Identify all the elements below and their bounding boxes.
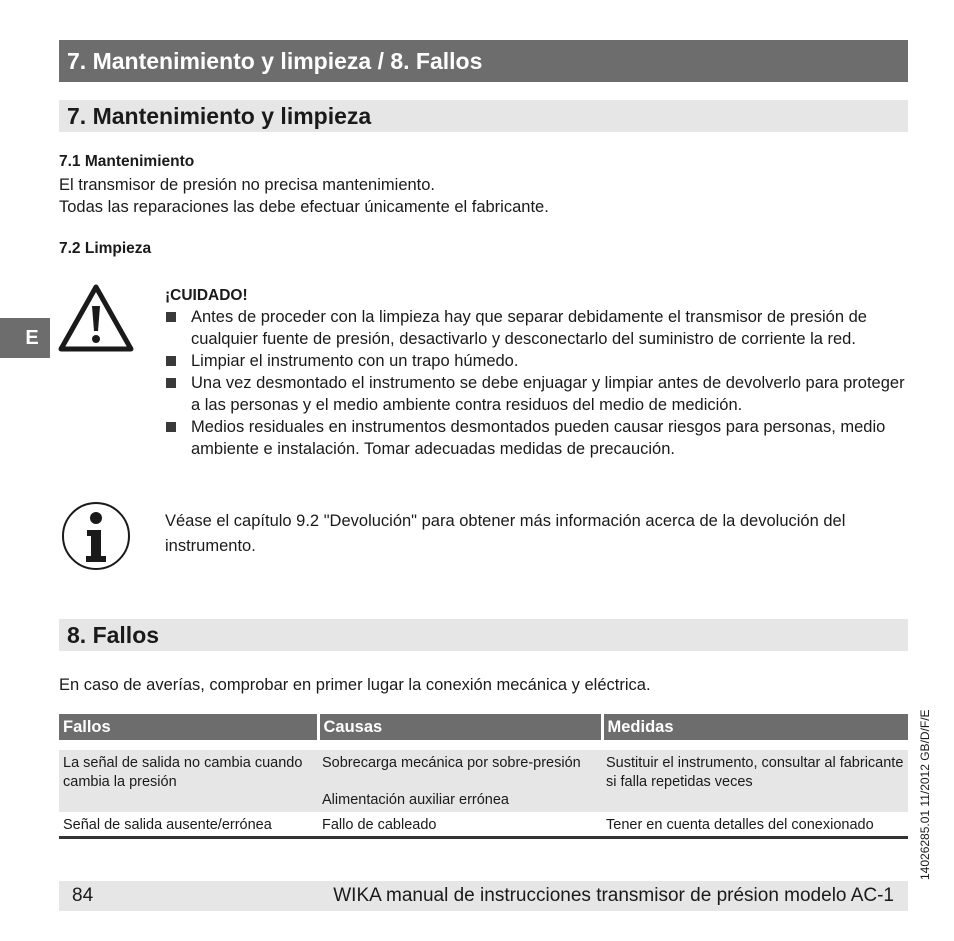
column-header-fallos: Fallos	[59, 714, 318, 740]
table-cell-medida: Sustituir el instrumento, consultar al fabricante si falla repetidas veces	[602, 750, 908, 812]
cause-text: Sobrecarga mecánica por sobre-presión	[322, 755, 581, 771]
cause-text: Alimentación auxiliar errónea	[322, 792, 509, 808]
footer-title: WIKA manual de instrucciones transmisor de présion modelo AC-1	[333, 885, 894, 906]
caution-item: Medios residuales en instrumentos desmontados pueden causar riesgos para personas, medio ambiente e instalación. Tomar adecuadas medidas de precaución.	[165, 416, 915, 460]
caution-list	[165, 306, 915, 460]
column-header-medidas: Medidas	[602, 714, 908, 740]
table-cell-causas	[318, 750, 602, 812]
chapter-banner: 7. Mantenimiento y limpieza / 8. Fallos	[59, 40, 908, 82]
info-circle-icon	[60, 500, 132, 577]
page-number: 84	[72, 885, 94, 906]
language-tab: E	[0, 318, 50, 358]
maintenance-line-2: Todas las reparaciones las debe efectuar únicamente el fabricante.	[59, 198, 549, 216]
table-cell-fallo: La señal de salida no cambia cuando cambia la presión	[59, 750, 318, 812]
caution-item: Antes de proceder con la limpieza hay que separar debidamente el transmisor de presión de cualquier fuente de presión, desactivarlo y desconectarlo del suministro de corriente la red.	[165, 306, 915, 350]
subsection-7-1-title: 7.1 Mantenimiento	[59, 153, 195, 170]
caution-title: ¡CUIDADO!	[165, 287, 248, 304]
caution-item: Una vez desmontado el instrumento se debe enjuagar y limpiar antes de devolverlo para proteger a las personas y el medio ambiente contra residuos del medio de medición.	[165, 372, 915, 416]
maintenance-line-1: El transmisor de presión no precisa mantenimiento.	[59, 176, 436, 194]
table-row	[59, 750, 908, 812]
warning-triangle-icon	[58, 284, 134, 357]
fault-table	[59, 714, 908, 839]
table-row	[59, 812, 908, 838]
table-cell-fallo: Señal de salida ausente/errónea	[59, 812, 318, 838]
caution-item: Limpiar el instrumento con un trapo húmedo.	[165, 350, 915, 372]
column-header-causas: Causas	[318, 714, 602, 740]
fault-table-container	[59, 714, 908, 839]
document-code: 14026285.01 11/2012 GB/D/F/E	[918, 709, 932, 880]
fault-intro: En caso de averías, comprobar en primer lugar la conexión mecánica y eléctrica.	[59, 676, 651, 694]
page-footer	[59, 881, 908, 911]
section-8-title: 8. Fallos	[59, 619, 908, 651]
section-7-title: 7. Mantenimiento y limpieza	[59, 100, 908, 132]
table-cell-causa: Fallo de cableado	[318, 812, 602, 838]
info-text: Véase el capítulo 9.2 "Devolución" para obtener más información acerca de la devolución del instrumento.	[165, 512, 846, 555]
subsection-7-2-title: 7.2 Limpieza	[59, 240, 152, 257]
table-cell-medida: Tener en cuenta detalles del conexionado	[602, 812, 908, 838]
